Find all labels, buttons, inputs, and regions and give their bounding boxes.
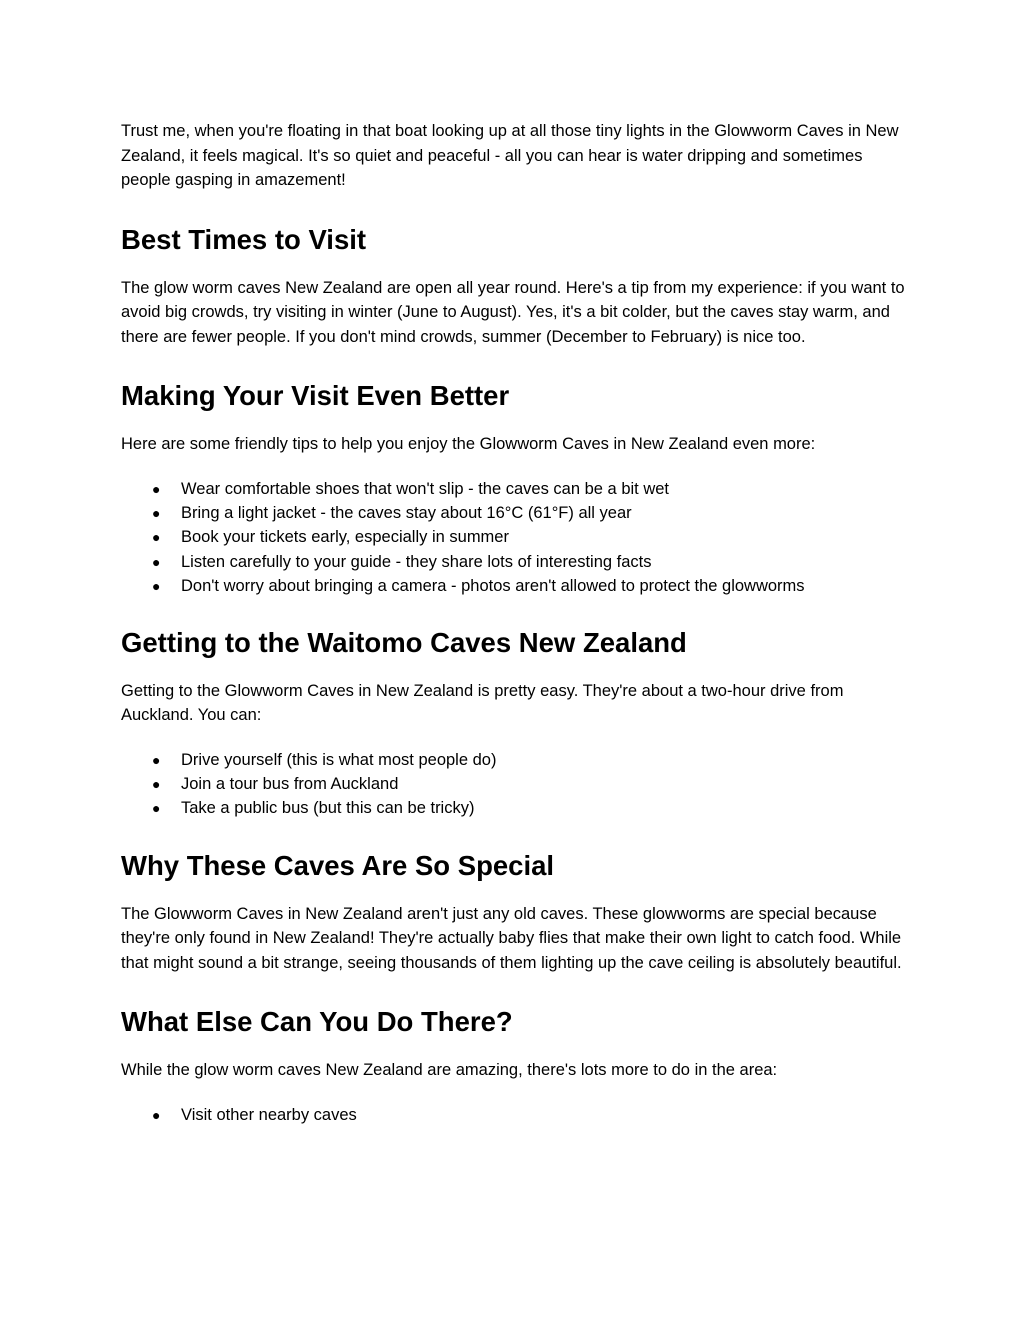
list-item (121, 477, 911, 501)
bullet-icon: ● (152, 553, 161, 570)
heading-special: Why These Caves Are So Special (121, 849, 555, 881)
list-item-text: Bring a light jacket - the caves stay about 16°C (61°F) all year (181, 503, 632, 522)
list-item-text: Drive yourself (this is what most people do) (181, 750, 497, 769)
bullet-icon: ● (152, 1106, 161, 1123)
paragraph-else: While the glow worm caves New Zealand are amazing, there's lots more to do in the area: (121, 1061, 778, 1080)
tips-list (121, 477, 911, 599)
list-item (121, 796, 911, 820)
heading-better-visit: Making Your Visit Even Better (121, 380, 510, 411)
paragraph-special: The Glowworm Caves in New Zealand aren't just any old caves. These glowworms are special because they're only found in New Zealand! They're actually baby flies that make their own light to catch food. While that might sound a bit strange, seeing thousands of them lighting up the cave ceiling is absolutely beautiful. (121, 904, 902, 972)
intro-paragraph: Trust me, when you're floating in that boat looking up at all those tiny lights in the Glowworm Caves in New Zealand, it feels magical. It's so quiet and peaceful - all you can hear is water dripping and sometimes people gasping in amazement! (121, 122, 899, 189)
list-item (121, 1103, 911, 1127)
list-item (121, 574, 911, 598)
bullet-icon: ● (152, 529, 161, 546)
list-item (121, 748, 911, 772)
activities-list (121, 1103, 911, 1127)
list-item (121, 501, 911, 525)
bullet-icon: ● (152, 800, 161, 817)
bullet-icon: ● (152, 480, 161, 497)
list-item-text: Visit other nearby caves (181, 1105, 357, 1124)
document-page (121, 119, 911, 1127)
paragraph-best-times: The glow worm caves New Zealand are open all year round. Here's a tip from my experience: if you want to avoid big crowds, try visiting in winter (June to August). Yes, it's a bit colder, but the caves stay warm, and there are fewer people. If you don't mind crowds, summer (December to February) is nice too. (121, 278, 905, 346)
list-item (121, 525, 911, 549)
list-item-text: Take a public bus (but this can be tricky) (181, 799, 475, 818)
heading-best-times: Best Times to Visit (121, 223, 367, 255)
list-item-text: Don't worry about bringing a camera - photos aren't allowed to protect the glowworms (181, 577, 805, 596)
travel-options-list (121, 748, 911, 821)
list-item (121, 772, 911, 796)
bullet-icon: ● (152, 751, 161, 768)
list-item (121, 550, 911, 574)
paragraph-better-visit: Here are some friendly tips to help you enjoy the Glowworm Caves in New Zealand even more: (121, 435, 816, 453)
list-item-text: Listen carefully to your guide - they share lots of interesting facts (181, 552, 652, 571)
list-item-text: Wear comfortable shoes that won't slip - the caves can be a bit wet (181, 479, 670, 498)
list-item-text: Join a tour bus from Auckland (181, 774, 399, 793)
bullet-icon: ● (152, 578, 161, 595)
bullet-icon: ● (152, 504, 161, 521)
bullet-icon: ● (152, 775, 161, 792)
heading-else: What Else Can You Do There? (121, 1006, 513, 1038)
list-item-text: Book your tickets early, especially in summer (181, 528, 509, 547)
heading-getting-there: Getting to the Waitomo Caves New Zealand (121, 626, 687, 658)
paragraph-getting-there: Getting to the Glowworm Caves in New Zealand is pretty easy. They're about a two-hour drive from Auckland. You can: (121, 681, 844, 725)
